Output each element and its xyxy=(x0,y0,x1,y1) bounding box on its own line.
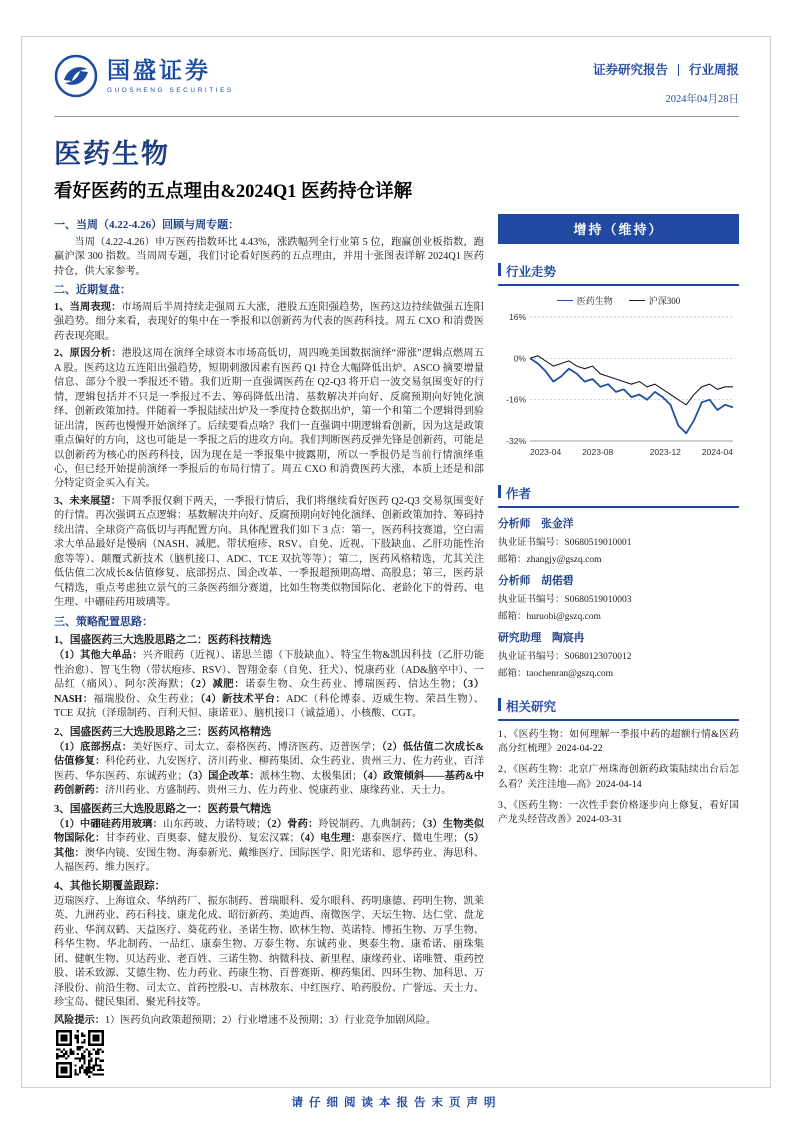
legend-item-csi300 xyxy=(629,294,681,307)
sub-heading: 3、国盛医药三大选股思路之一：医药景气精选 xyxy=(54,803,272,815)
csi300-series-label: 沪深300 xyxy=(648,296,681,306)
svg-text:2023-04: 2023-04 xyxy=(530,447,562,457)
paragraph: 当周（4.22-4.26）申万医药指数环比 4.43%，涨跌幅列全行业第 5 位，跑赢创业板指数，跑赢沪深 300 指数。当周周专题，我们讨论看好医药的五点理由，并用十张图表详解 2024Q1 医药持仓，供大家参考。 xyxy=(54,236,484,277)
brand-logo xyxy=(54,54,234,98)
trend-chart-svg xyxy=(498,309,739,461)
header-divider xyxy=(54,116,739,117)
pharma-series-label: 医药生物 xyxy=(576,296,613,306)
author-cert-number: 执业证书编号：S0680519010001 xyxy=(498,538,632,548)
author-role-name: 分析师 胡偌碧 xyxy=(498,575,574,587)
author-cert-number: 执业证书编号：S0680123070012 xyxy=(498,652,632,662)
svg-text:16%: 16% xyxy=(508,312,526,322)
footer-disclaimer: 请仔细阅读本报告末页声明 xyxy=(291,1097,502,1109)
legend-item-pharma xyxy=(557,294,613,307)
industry-trend-chart xyxy=(498,294,739,466)
paragraph: （1）底部拐点：美好医疗、司太立、泰格医药、博济医药、迈普医学；（2）低估值二次成长&估值修复：科伦药业、九安医疗、济川药业、柳药集团、众生药业、贵州三力、佐力药业、百洋医药、华东医药、东诚药业；（3）国企改革：派林生物、太极集团；（4）政策倾斜——基药&中药创新药：济川药业、方盛制药、贵州三力、佐力药业、悦康药业、康缘药业、天士力。 xyxy=(54,741,484,797)
svg-text:0%: 0% xyxy=(513,353,526,364)
related-research-list xyxy=(498,728,739,827)
qr-code-svg xyxy=(56,1030,104,1078)
related-research-item: 3、《医药生物：一次性手套价格逐步向上修复，看好国产龙头经营改善》2024-03-31 xyxy=(498,799,739,826)
report-subtitle: 看好医药的五点理由&2024Q1 医药持仓详解 xyxy=(54,182,413,202)
author-cert-number: 执业证书编号：S0680519010003 xyxy=(498,595,632,605)
author-role-name: 分析师 张金洋 xyxy=(498,518,574,530)
rating-badge: 增持（维持） xyxy=(498,214,739,244)
svg-text:-16%: -16% xyxy=(506,394,526,405)
author-email: 邮箱：zhangjy@gszq.com xyxy=(498,555,602,565)
sub-heading: 1、国盛医药三大选股思路之二：医药科技精选 xyxy=(54,635,272,647)
paragraph: 1、当周表现：市场周后半周持续走强周五大涨，港股五连阳强趋势，医药这边持续做强五连阳强趋势。细分来看，表现好的集中在一季报和以创新药为代表的医药科技。周五 CXO 和消费医药表现亮眼。 xyxy=(54,301,484,342)
svg-text:2024-04: 2024-04 xyxy=(701,447,733,457)
svg-text:2023-08: 2023-08 xyxy=(582,447,614,457)
author-email: 邮箱：huruobi@gszq.com xyxy=(498,612,601,622)
report-type-row xyxy=(593,60,739,78)
header-separator xyxy=(678,64,679,76)
brand-name-cn: 国盛证券 xyxy=(107,58,211,84)
qr-code xyxy=(56,1030,104,1078)
guosheng-logo-icon xyxy=(54,54,98,98)
pharma-series-swatch xyxy=(557,300,573,302)
section-heading: 二、近期复盘： xyxy=(54,284,131,297)
report-body xyxy=(54,214,484,1036)
brand-name-en: GUOSHENG SECURITIES xyxy=(107,86,234,94)
paragraph: （1）中硼硅药用玻璃：山东药玻、力诺特玻；（2）骨药：羚锐制药、九典制药；（3）生物类似物国际化：甘李药业、百奥泰、健友股份、复宏汉霖；（4）电生理：惠泰医疗、微电生理；（5）其他：澳华内镜、安图生物、海泰新光、戴维医疗、国际医学、阳光诺和、恩华药业、海思科、人福医药、维力医疗。 xyxy=(54,818,484,874)
header-right xyxy=(593,60,739,106)
report-date: 2024年04月28日 xyxy=(665,94,739,105)
industry-trend-heading: 行业走势 xyxy=(498,260,739,286)
authors-list xyxy=(498,516,739,679)
related-research-item: 1、《医药生物：如何理解一季报中药的超额行情&医药高分红梳理》2024-04-22 xyxy=(498,729,739,755)
author-block xyxy=(498,516,739,565)
paragraph: 2、原因分析：港股这周在演绎全球资本市场高低切，周四晚美国数据演绎“滞涨”逻辑点燃周五 A 股。医药这边五连阳出强趋势，短期刺激因素有医药 Q1 持仓大幅降低出炉、ASCO 摘要增量信息、部分个股一季报还不错。我们近期一直强调医药在 Q2-Q3 将开启一波交易氛围变好的行情，逻辑包括并不只是一季报过不去、筹码降低出清、基数解决并向好、反腐预期向好钝化演绎、创新政策加持。伴随着一季报陆续出炉及一季度持仓数据出炉，第一个和第二个逻辑得到验证出清，医药也慢慢开始演绎了。后续要看点啥？我们一直强调中期逻辑看创新，因为这是政策重点偏好的方向，这也可能是一季报之后的进攻方向。我们判断医药反弹先锋是创新药，可能是以创新药为核心的医药科技，因为现在是一季报集中披露期，所以一季报仍是当前行情演绎重心，但已经开始提前演绎一季报后的布局行情了。周五 CXO 和消费医药大涨，本质上还是和部分特定资金买入有关。 xyxy=(54,348,484,490)
svg-text:-32%: -32% xyxy=(506,436,526,446)
author-role-name: 研究助理 陶宸冉 xyxy=(498,632,585,644)
report-category-label: 行业周报 xyxy=(688,63,739,77)
authors-heading: 作者 xyxy=(498,482,739,508)
section-heading: 一、当周（4.22-4.26）回顾与周专题： xyxy=(54,219,240,231)
page-title: 医药生物 xyxy=(54,139,170,169)
csi300-series-swatch xyxy=(629,300,645,301)
author-block xyxy=(498,573,739,622)
paragraph: 迈瑞医疗、上海谊众、华纳药厂、振东制药、普瑞眼科、爱尔眼科、药明康德、药明生物、凯莱英、九洲药业、药石科技、康龙化成、昭衍新药、美迪西、南微医学、天坛生物、达仁堂、盘龙药业、华润双鹤、天益医疗、葵花药业、圣诺生物、欧林生物、英诺特、博拓生物、万孚生物、科华生物、华北制药、一品红、康泰生物、万泰生物、东诚药业、奥泰生物、康希诺、丽珠集团、健帆生物、贝达药业、老百姓、三诺生物、纳微科技、新里程、康缘药业、诺唯赞、重药控股、诺禾致源、艾德生物、佐力药业、药康生物、百普赛斯、柳药集团、四环生物、加科思、万泽股份、前沿生物、司太立、首药控股-U、吉林敖东、中红医疗、哈药股份、广誉远、天士力、珍宝岛、健民集团、聚光科技等。 xyxy=(54,895,484,1009)
report-type-label: 证券研究报告 xyxy=(592,63,668,77)
paragraph: 3、未来展望：下周季报仅剩下两天，一季报行情后，我们将继续看好医药 Q2-Q3 交易氛围变好的行情。再次强调五点逻辑：基数解决并向好、反腐预期向好钝化演绎、创新政策加持、筹码持续出清、全球资产高低切与再配置方向。具体配置我们如下 3 点：第一，医药科技赛道，空白需求大单品最好是慢病（NASH、减肥、带状疱疹、RSV、自免、近视、下肢缺血、乙肝功能性治愈等等）、颠覆式新技术（脑机接口、ADC、TCE 双抗等等）；第二，医药风格精选，尤其关注低估值二次成长&估值修复、底部拐点、国企改革、一季报超预期高增、高股息；第三，医药景气精选，重点考虑独立景气的三条医药细分赛道，比如生物类似物国际化、老龄化下的骨药、电生理、中硼硅药用玻璃等。 xyxy=(54,495,484,609)
paragraph: （1）其他大单品：兴齐眼药（近视）、诺思兰德（下肢缺血）、特宝生物&凯因科技（乙肝功能性治愈）、智飞生物（带状疱疹、RSV）、智翔金泰（自免、狂犬）、悦康药业（AD&脑卒中）、一品红（痛风）、阿尔茨海默；（2）减肥：诺泰生物、众生药业、博瑞医药、信达生物；（3）NASH：福瑞股份、众生药业；（4）新技术平台：ADC（科伦博泰、迈威生物、荣昌生物）、TCE 双抗（泽璟制药、百利天恒、康诺亚）、脑机接口（诚益通）、小核酸、CGT。 xyxy=(54,650,484,720)
paragraph: 风险提示：1）医药负向政策超预期；2）行业增速不及预期；3）行业竞争加剧风险。 xyxy=(54,1014,437,1026)
related-research-item: 2、《医药生物：北京广州珠海创新药政策陆续出台后怎么看？关注洼地—高》2024-04-14 xyxy=(498,764,739,790)
svg-text:2023-12: 2023-12 xyxy=(649,447,681,457)
sub-heading: 4、其他长期覆盖跟踪： xyxy=(54,880,166,892)
sub-heading: 2、国盛医药三大选股思路之三：医药风格精选 xyxy=(54,726,272,738)
related-research-heading: 相关研究 xyxy=(498,695,739,721)
chart-legend xyxy=(498,294,739,307)
author-block xyxy=(498,630,739,679)
section-heading: 三、策略配置思路： xyxy=(54,615,153,628)
author-email: 邮箱：taochenran@gszq.com xyxy=(498,669,614,679)
sidebar xyxy=(498,214,739,827)
